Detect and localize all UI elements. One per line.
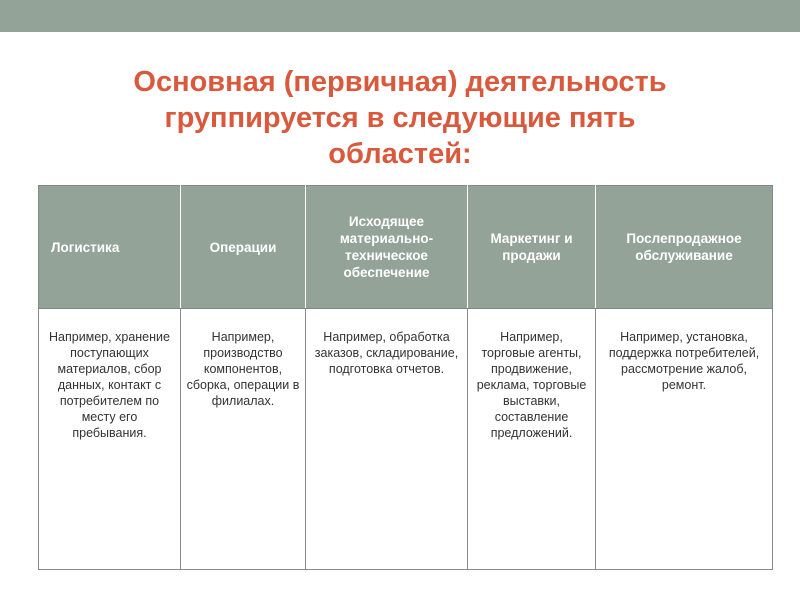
activities-table	[38, 185, 773, 570]
title-line-1: Основная (первичная) деятельность	[133, 66, 667, 98]
slide-title	[40, 64, 760, 172]
title-line-2: группируется в следующие пять	[164, 102, 636, 134]
cell-operations: Например, производство компонентов, сборка, операции в филиалах.	[181, 309, 306, 570]
table-row	[39, 309, 773, 570]
top-decorative-band	[0, 0, 800, 32]
cell-logistics: Например, хранение поступающих материалов, сбор данных, контакт с потребителем по месту его пребывания.	[39, 309, 181, 570]
header-after-sales-service: Послепродажное обслуживание	[596, 186, 773, 309]
title-line-3: областей:	[328, 138, 472, 170]
table-header-row	[39, 186, 773, 309]
cell-marketing-sales: Например, торговые агенты, продвижение, реклама, торговые выставки, составление предложений.	[468, 309, 596, 570]
header-logistics: Логистика	[39, 186, 181, 309]
header-operations: Операции	[181, 186, 306, 309]
header-marketing-sales: Маркетинг и продажи	[468, 186, 596, 309]
header-outbound-logistics: Исходящее материально-техническое обеспечение	[306, 186, 468, 309]
cell-outbound-logistics: Например, обработка заказов, складирование, подготовка отчетов.	[306, 309, 468, 570]
cell-after-sales-service: Например, установка, поддержка потребителей, рассмотрение жалоб, ремонт.	[596, 309, 773, 570]
